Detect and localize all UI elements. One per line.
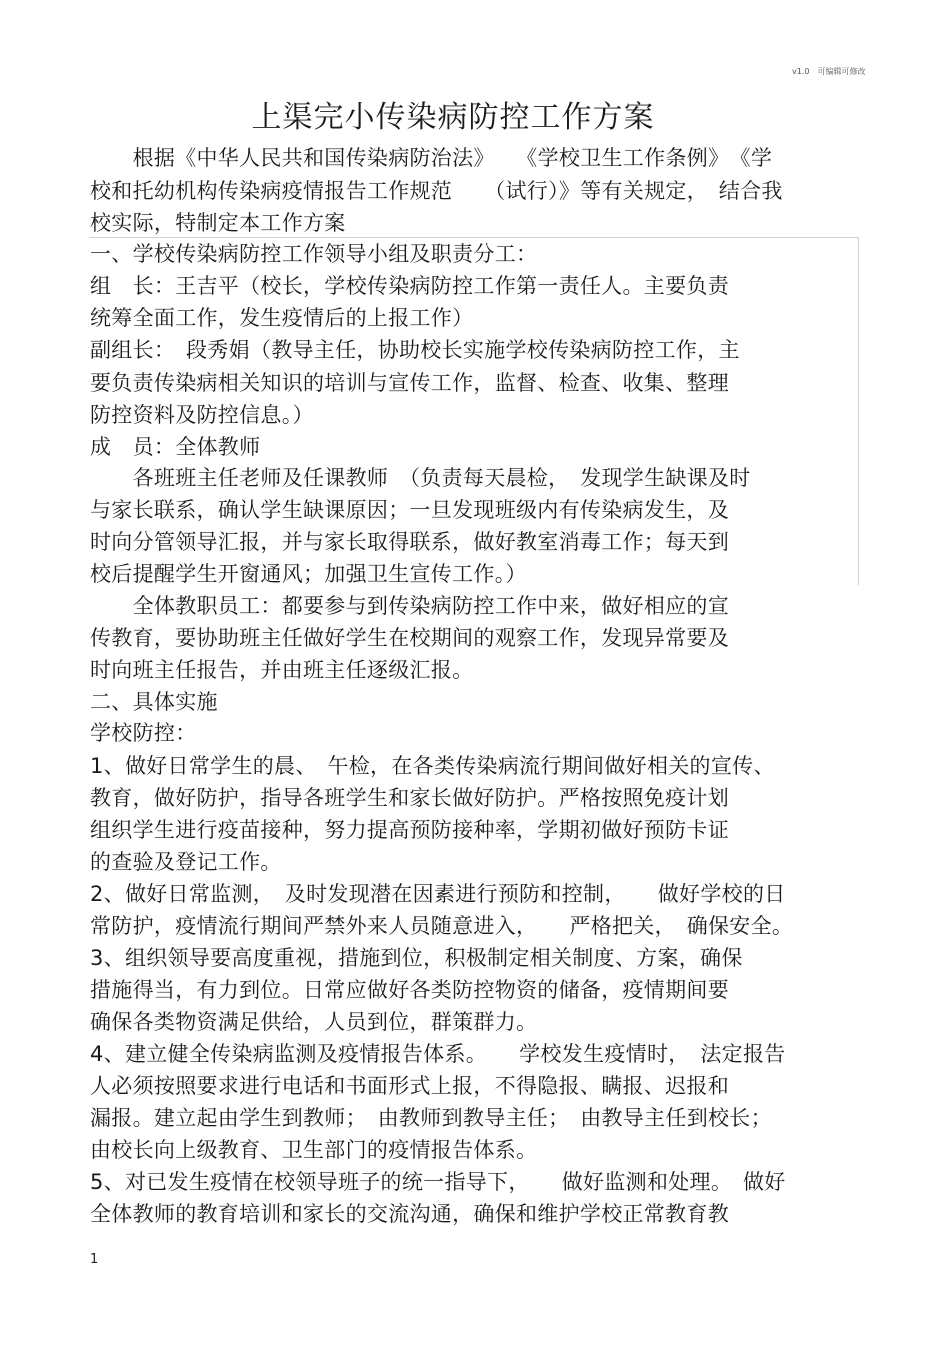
body-line: 校实际，特制定本工作方案 xyxy=(90,211,346,235)
body-line: 常防护，疫情流行期间严禁外来人员随意进入， 严格把关， 确保安全。 xyxy=(90,914,794,938)
body-line: 传教育，要协助班主任做好学生在校期间的观察工作，发现异常要及 xyxy=(90,626,729,650)
body-line: 教育，做好防护，指导各班学生和家长做好防护。严格按照免疫计划 xyxy=(90,786,729,810)
body-line: 确保各类物资满足供给，人员到位，群策群力。 xyxy=(90,1010,538,1034)
body-line: 要负责传染病相关知识的培训与宣传工作，监督、检查、收集、整理 xyxy=(90,371,729,395)
body-line: 时向班主任报告，并由班主任逐级汇报。 xyxy=(90,658,474,682)
body-line: 措施得当，有力到位。日常应做好各类防控物资的储备，疫情期间要 xyxy=(90,978,729,1002)
page-number: 1 xyxy=(90,1252,99,1267)
body-line: 学校防控： xyxy=(90,721,197,745)
body-line: 成 员：全体教师 xyxy=(90,435,261,459)
body-line: 校和托幼机构传染病疫情报告工作规范 （试行）》等有关规定， 结合我 xyxy=(90,179,783,203)
body-line: 统筹全面工作，发生疫情后的上报工作） xyxy=(90,306,474,330)
body-line: 的查验及登记工作。 xyxy=(90,850,282,874)
body-line: 3、组织领导要高度重视，措施到位，积极制定相关制度、方案，确保 xyxy=(90,946,743,970)
body-line: 人必须按照要求进行电话和书面形式上报，不得隐报、瞒报、迟报和 xyxy=(90,1074,729,1098)
body-line: 组织学生进行疫苗接种，努力提高预防接种率，学期初做好预防卡证 xyxy=(90,818,729,842)
body-line: 各班班主任老师及任课教师 （负责每天晨检， 发现学生缺课及时 xyxy=(90,466,751,490)
body-line: 4、建立健全传染病监测及疫情报告体系。 学校发生疫情时， 法定报告 xyxy=(90,1042,786,1066)
body-line: 与家长联系，确认学生缺课原因；一旦发现班级内有传染病发生，及 xyxy=(90,498,729,522)
body-line: 全体教师的教育培训和家长的交流沟通，确保和维护学校正常教育教 xyxy=(90,1202,729,1226)
body-line: 5、对已发生疫情在校领导班子的统一指导下， 做好监测和处理。 做好 xyxy=(90,1170,786,1194)
body-line: 副组长： 段秀娟（教导主任，协助校长实施学校传染病防控工作，主 xyxy=(90,338,740,362)
body-line: 1、做好日常学生的晨、 午检，在各类传染病流行期间做好相关的宣传、 xyxy=(90,754,775,778)
body-line: 防控资料及防控信息。） xyxy=(90,403,314,427)
body-line: 漏报。建立起由学生到教师； 由教师到教导主任； 由教导主任到校长； xyxy=(90,1106,772,1130)
body-line: 一、学校传染病防控工作领导小组及职责分工： xyxy=(90,242,538,266)
body-line: 二、具体实施 xyxy=(90,690,218,714)
body-line: 2、做好日常监测， 及时发现潜在因素进行预防和控制， 做好学校的日 xyxy=(90,882,786,906)
document-title: 上渠完小传染病防控工作方案 xyxy=(251,100,655,135)
body-line: 时向分管领导汇报，并与家长取得联系，做好教室消毒工作；每天到 xyxy=(90,530,729,554)
body-line: 全体教职员工：都要参与到传染病防控工作中来，做好相应的宣 xyxy=(90,594,729,618)
body-line: 根据《中华人民共和国传染病防治法》 《学校卫生工作条例》 《学 xyxy=(90,146,773,170)
version-note: v1.0 可编辑可修改 xyxy=(792,67,866,76)
body-line: 由校长向上级教育、卫生部门的疫情报告体系。 xyxy=(90,1138,538,1162)
body-line: 校后提醒学生开窗通风；加强卫生宣传工作。） xyxy=(90,562,527,586)
body-line: 组 长：王吉平（校长，学校传染病防控工作第一责任人。主要负责 xyxy=(90,274,729,298)
